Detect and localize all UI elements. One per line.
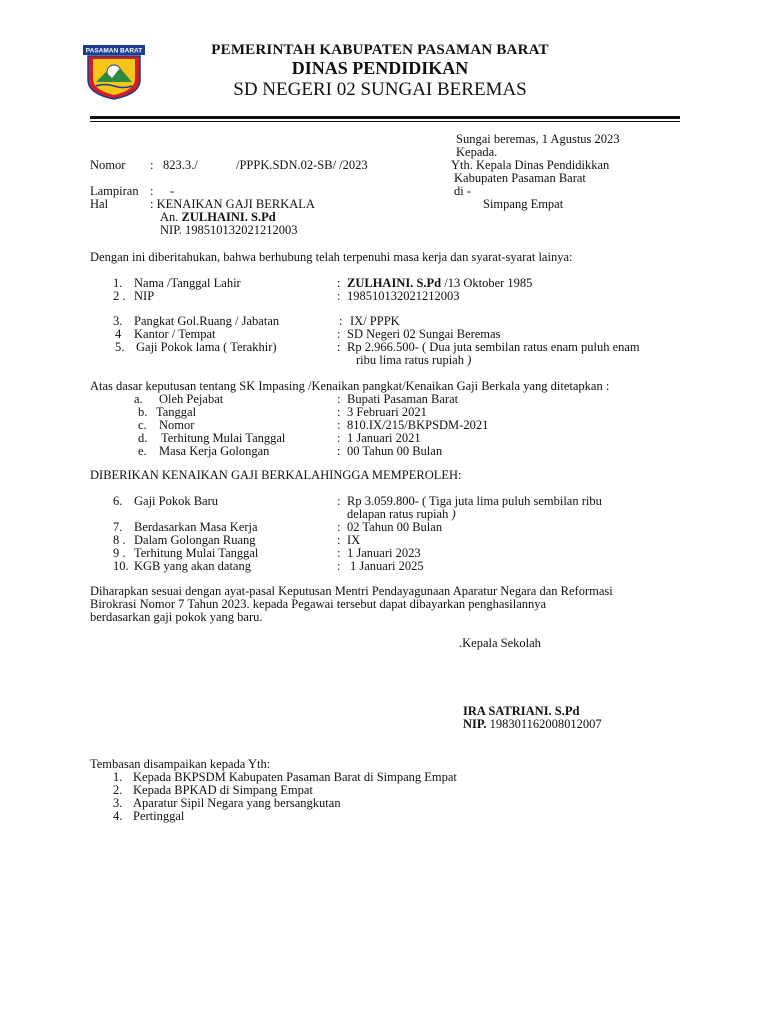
row-3-num: 3. [113, 314, 123, 328]
row-9-label: Terhitung Mulai Tanggal [134, 546, 259, 560]
cc-item-1-num: 1. [113, 770, 123, 784]
row-9-value: 1 Januari 2023 [347, 546, 421, 560]
signature-nip-value: 198301162008012007 [486, 717, 602, 731]
decree-e-label: Masa Kerja Golongan [159, 444, 270, 458]
nomor-label: Nomor [90, 158, 126, 172]
logo-banner-text: PASAMAN BARAT [85, 47, 143, 55]
row-6-value-cont-paren: ) [448, 507, 456, 521]
recipient-line-4: Simpang Empat [483, 197, 564, 211]
hal-label: Hal [90, 197, 109, 211]
decree-a-label: Oleh Pejabat [159, 392, 224, 406]
cc-heading: Tembasan disampaikan kepada Yth: [90, 757, 271, 771]
row-5-num: 5. [115, 340, 125, 354]
row-2-num: 2 . [113, 289, 126, 303]
decree-b-letter: b. [138, 405, 148, 419]
decree-c-colon: : [337, 418, 341, 432]
row-5-colon: : [337, 340, 341, 354]
row-10-value: 1 Januari 2025 [350, 559, 424, 573]
decree-e-value: 00 Tahun 00 Bulan [347, 444, 443, 458]
nomor-suffix: /PPPK.SDN.02-SB/ /2023 [236, 158, 368, 172]
letterhead-agency: DINAS PENDIDIKAN [291, 58, 469, 78]
decree-a-colon: : [337, 392, 341, 406]
row-5-value-cont [356, 353, 471, 367]
letterhead-government: PEMERINTAH KABUPATEN PASAMAN BARAT [211, 42, 549, 58]
row-6-colon: : [337, 494, 341, 508]
to-label: Kepada. [456, 145, 498, 159]
row-5-value: Rp 2.966.500- ( Dua juta sembilan ratus enam puluh enam [347, 340, 640, 354]
decree-b-value: 3 Februari 2021 [347, 405, 427, 419]
row-3-label: Pangkat Gol.Ruang / Jabatan [134, 314, 280, 328]
cc-item-2-text: Kepada BPKAD di Simpang Empat [133, 783, 313, 797]
row-10-num: 10. [113, 559, 129, 573]
signature-nip-label: NIP. [463, 717, 487, 731]
recipient-line-3: di - [454, 184, 472, 198]
closing-line-2: Birokrasi Nomor 7 Tahun 2023. kepada Pegawai tersebut dapat dibayarkan penghasilannya [90, 597, 547, 611]
row-5-label: Gaji Pokok lama ( Terakhir) [136, 340, 277, 354]
row-4-colon: : [337, 327, 341, 341]
hal-value: : KENAIKAN GAJI BERKALA [150, 197, 315, 211]
row-7-num: 7. [113, 520, 123, 534]
subject-nip-line: NIP. 198510132021212003 [160, 223, 298, 237]
row-9-num: 9 . [113, 546, 126, 560]
decree-intro: Atas dasar keputusan tentang SK Impasing /Kenaikan pangkat/Kenaikan Gaji Berkala yang ditetapkan : [90, 379, 610, 393]
employee-name: ZULHAINI. S.Pd [347, 276, 442, 290]
lampiran-colon: : [150, 184, 154, 198]
recipient-line-2: Kabupaten Pasaman Barat [454, 171, 586, 185]
letterhead-rule-thin [90, 121, 680, 122]
lampiran-value: - [170, 184, 175, 198]
row-8-num: 8 . [113, 533, 126, 547]
row-1-value [347, 276, 532, 290]
decree-b-colon: : [337, 405, 341, 419]
closing-line-3: berdasarkan gaji pokok yang baru. [90, 610, 263, 624]
row-3-colon: : [339, 314, 343, 328]
cc-item-3-num: 3. [113, 796, 123, 810]
row-2-label: NIP [134, 289, 155, 303]
decree-b-label: Tanggal [156, 405, 197, 419]
decree-d-letter: d. [138, 431, 148, 445]
cc-item-2-num: 2. [113, 783, 123, 797]
row-5-value-cont-paren: ) [463, 353, 472, 367]
closing-line-1: Diharapkan sesuai dengan ayat-pasal Keputusan Mentri Pendayagunaan Aparatur Negara dan Reformasi [90, 584, 613, 598]
decree-d-colon: : [337, 431, 341, 445]
cc-item-3-text: Aparatur Sipil Negara yang bersangkutan [133, 796, 341, 810]
row-1-label: Nama /Tanggal Lahir [134, 276, 241, 290]
intro-text: Dengan ini diberitahukan, bahwa berhubung telah terpenuhi masa kerja dan syarat-syarat lainya: [90, 250, 573, 264]
decree-e-colon: : [337, 444, 341, 458]
subject-name-line [160, 210, 276, 224]
decree-c-letter: c. [138, 418, 147, 432]
row-3-value: IX/ PPPK [350, 314, 400, 328]
increase-heading: DIBERIKAN KENAIKAN GAJI BERKALAHINGGA MEMPEROLEH: [90, 468, 462, 482]
row-10-colon: : [337, 559, 341, 573]
row-9-colon: : [337, 546, 341, 560]
cc-item-1-text: Kepada BKPSDM Kabupaten Pasaman Barat di Simpang Empat [133, 770, 457, 784]
row-2-colon: : [337, 289, 341, 303]
recipient-line-1: Yth. Kepala Dinas Pendidikkan [451, 158, 610, 172]
row-4-num: 4 [115, 327, 122, 341]
row-5-value-cont-text: ribu lima ratus rupiah [356, 353, 464, 367]
row-6-value: Rp 3.059.800- ( Tiga juta lima puluh sembilan ribu [347, 494, 602, 508]
letterhead-school: SD NEGERI 02 SUNGAI BEREMAS [233, 79, 527, 100]
row-8-value: IX [347, 533, 361, 547]
decree-c-label: Nomor [159, 418, 195, 432]
nomor-value: 823.3./ [163, 158, 198, 172]
letterhead-rule-thick [90, 116, 680, 119]
decree-a-letter: a. [134, 392, 143, 406]
decree-a-value: Bupati Pasaman Barat [347, 392, 459, 406]
row-1-num: 1. [113, 276, 123, 290]
row-7-value: 02 Tahun 00 Bulan [347, 520, 443, 534]
cc-item-4-text: Pertinggal [133, 809, 185, 823]
row-4-label: Kantor / Tempat [134, 327, 216, 341]
an-name: ZULHAINI. S.Pd [181, 210, 276, 224]
row-7-colon: : [337, 520, 341, 534]
row-7-label: Berdasarkan Masa Kerja [134, 520, 258, 534]
nomor-colon: : [150, 158, 154, 172]
signature-title: .Kepala Sekolah [459, 636, 541, 650]
place-date: Sungai beremas, 1 Agustus 2023 [456, 132, 620, 146]
lampiran-label: Lampiran [90, 184, 139, 198]
decree-d-value: 1 Januari 2021 [347, 431, 421, 445]
cc-item-4-num: 4. [113, 809, 123, 823]
row-6-value-cont [347, 507, 456, 521]
row-10-label: KGB yang akan datang [134, 559, 251, 573]
row-8-colon: : [337, 533, 341, 547]
signature-name: IRA SATRIANI. S.Pd [463, 704, 580, 718]
row-8-label: Dalam Golongan Ruang [134, 533, 256, 547]
signature-nip [463, 717, 602, 731]
row-6-value-cont-text: delapan ratus rupiah [347, 507, 449, 521]
row-4-value: SD Negeri 02 Sungai Beremas [347, 327, 501, 341]
decree-d-label: Terhitung Mulai Tanggal [161, 431, 286, 445]
employee-birth: /13 Oktober 1985 [441, 276, 533, 290]
decree-e-letter: e. [138, 444, 147, 458]
row-2-value: 198510132021212003 [347, 289, 460, 303]
row-6-num: 6. [113, 494, 123, 508]
row-6-label: Gaji Pokok Baru [134, 494, 219, 508]
decree-c-value: 810.IX/215/BKPSDM-2021 [347, 418, 489, 432]
an-prefix: An. [160, 210, 179, 224]
row-1-colon: : [337, 276, 341, 290]
